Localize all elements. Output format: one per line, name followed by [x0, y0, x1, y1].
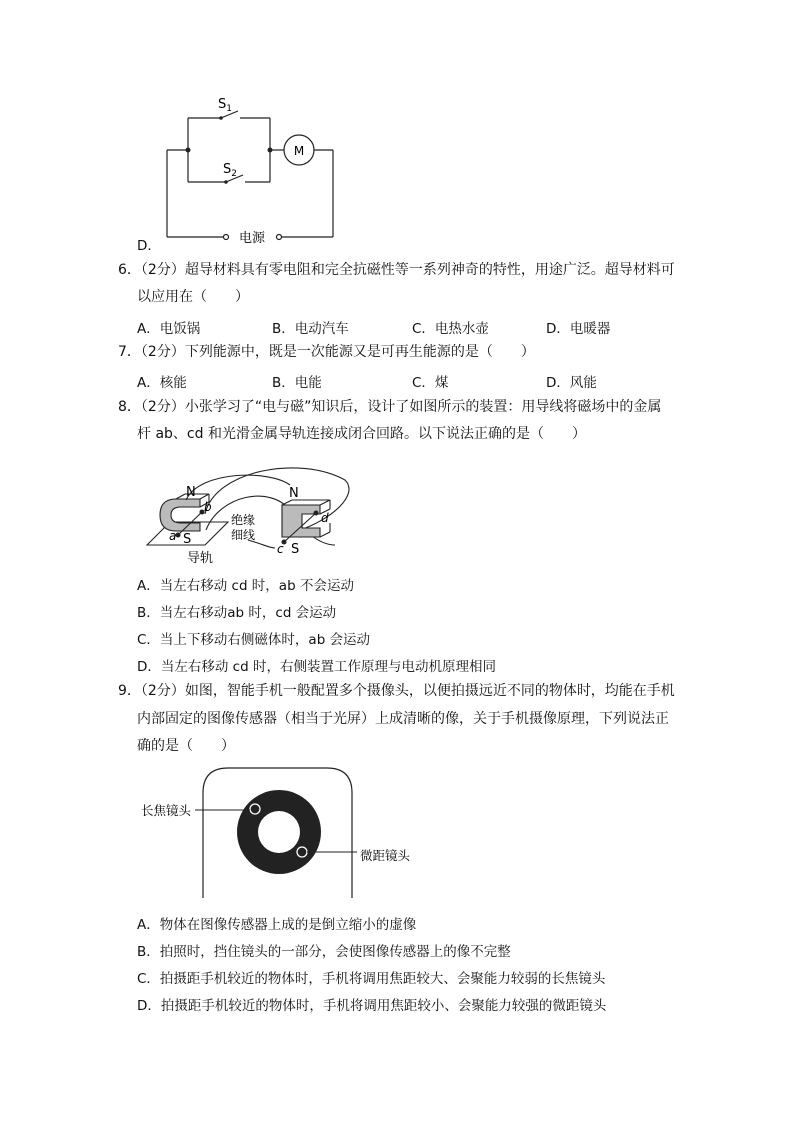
label-n-left: N — [186, 485, 196, 500]
q9-text-line2: 内部固定的图像传感器（相当于光屏）上成清晰的像，关于手机摄像原理，下列说法正 — [137, 711, 669, 727]
q6-option-d[interactable]: D．电暖器 — [546, 321, 611, 337]
q6-option-c[interactable]: C．电热水壶 — [412, 321, 489, 337]
label-rail: 导轨 — [187, 551, 214, 566]
q8-option-a[interactable]: A．当左右移动 cd 时，ab 不会运动 — [137, 578, 354, 594]
label-macro-lens: 微距镜头 — [360, 848, 411, 863]
label-insulating-1: 绝缘 — [231, 513, 256, 527]
q7-option-b[interactable]: B．电能 — [272, 375, 322, 391]
label-a: a — [169, 529, 177, 543]
power-source-label: 电源 — [238, 231, 266, 246]
option-label-d: D． — [137, 238, 161, 254]
q9-option-a[interactable]: A．物体在图像传感器上成的是倒立缩小的虚像 — [137, 917, 417, 933]
s1-label: $S_1$ — [218, 97, 232, 114]
label-s-right: S — [291, 542, 300, 557]
q6-option-a[interactable]: A．电饭锅 — [137, 321, 201, 337]
q9-option-c[interactable]: C．拍摄距手机较近的物体时，手机将调用焦距较大、会聚能力较弱的长焦镜头 — [137, 971, 606, 987]
q8-option-c[interactable]: C．当上下移动右侧磁体时，ab 会运动 — [137, 632, 371, 648]
q8-text-line2: 杆 ab、cd 和光滑金属导轨连接成闭合回路。以下说法正确的是（ ） — [137, 426, 586, 442]
q7-option-c[interactable]: C．煤 — [412, 375, 449, 391]
q7-option-d[interactable]: D．风能 — [546, 375, 597, 391]
label-insulating-2: 细线 — [231, 528, 256, 542]
q9-option-d[interactable]: D．拍摄距手机较近的物体时，手机将调用焦距较小、会聚能力较强的微距镜头 — [137, 998, 607, 1014]
s2-label: $S_2$ — [223, 162, 237, 179]
label-telephoto-lens: 长焦镜头 — [141, 803, 192, 818]
q8-text-line1: 8．（2分）小张学习了“电与磁”知识后，设计了如图所示的装置：用导线将磁场中的金属 — [118, 399, 662, 415]
q9-text-line3: 确的是（ ） — [137, 738, 235, 754]
label-n-right: N — [289, 486, 299, 501]
label-b: b — [204, 500, 212, 514]
q8-option-b[interactable]: B．当左右移动ab 时，cd 会运动 — [137, 605, 337, 621]
q6-option-b[interactable]: B．电动汽车 — [272, 321, 349, 337]
q6-text-line2: 以应用在（ ） — [137, 289, 249, 305]
label-c: c — [277, 542, 284, 556]
label-s-left: S — [183, 532, 192, 547]
label-d: d — [321, 511, 329, 525]
q9-text-line1: 9．（2分）如图，智能手机一般配置多个摄像头，以便拍摄远近不同的物体时，均能在手机 — [118, 683, 675, 699]
q7-option-a[interactable]: A．核能 — [137, 375, 187, 391]
q8-option-d[interactable]: D．当左右移动 cd 时，右侧装置工作原理与电动机原理相同 — [137, 659, 496, 675]
q7-text-line1: 7．（2分）下列能源中，既是一次能源又是可再生能源的是（ ） — [118, 344, 535, 360]
q9-option-b[interactable]: B．拍照时，挡住镜头的一部分，会使图像传感器上的像不完整 — [137, 944, 511, 960]
motor-label: M — [293, 144, 305, 158]
q6-text-line1: 6．（2分）超导材料具有零电阻和完全抗磁性等一系列神奇的特性，用途广泛。超导材料可 — [118, 262, 675, 278]
